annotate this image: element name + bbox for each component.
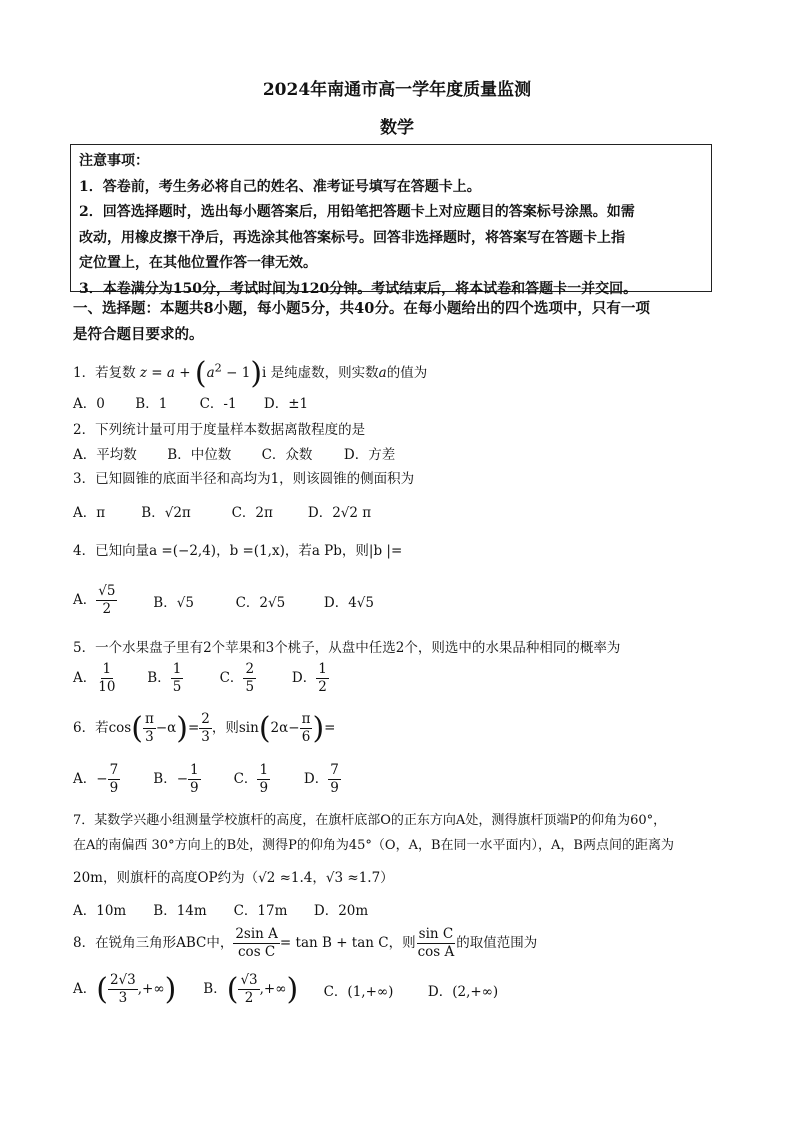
notice-item: 2．回答选择题时，选出每小题答案后，用铅笔把答题卡上对应题目的答案标号涂黑。如需	[79, 204, 635, 220]
notice-item: 3．本卷满分为150分，考试时间为120分钟。考试结束后，将本试卷和答题卡一并交回。	[79, 280, 638, 297]
question-5-stem: 5．一个水果盘子里有2个苹果和3个桃子，从盘中任选2个，则选中的水果品种相同的概率为	[73, 640, 621, 656]
question-6-options	[73, 762, 341, 797]
q4-option-a: A． $\frac{√5}{2}$	[73, 583, 116, 617]
q7-option-b: B．14m	[153, 903, 207, 919]
section-heading: 一、选择题：本题共8小题，每小题5分，共40分。在每小题给出的四个选项中，只有一项	[73, 300, 650, 317]
question-3-stem: 3．已知圆锥的底面半径和高均为1，则该圆锥的侧面积为	[73, 471, 415, 487]
q4-option-b: B．√5	[153, 594, 194, 611]
notice-item: 1．答卷前，考生务必将自己的姓名、准考证号填写在答题卡上。	[79, 178, 481, 195]
q2-option-b: B．中位数	[167, 447, 232, 463]
notice-item: 改动，用橡皮擦干净后，再选涂其他答案标号。回答非选择题时，将答案写在答题卡上指	[79, 229, 625, 246]
question-4-stem	[73, 539, 402, 559]
q4-sep: ，	[216, 543, 230, 559]
q8-option-c: C．(1,+∞)	[323, 983, 394, 1000]
q4-vector-a: a =(−2,4)	[149, 543, 217, 559]
q8-option-b: B．( $\frac{√3}{2}$ ,+∞)	[203, 972, 299, 1007]
q7-option-c: C．17m	[233, 903, 288, 919]
q4-text-c: ，则|	[341, 543, 374, 559]
q4-condition: a Pb	[311, 543, 342, 559]
exam-title: 2024年南通市高一学年度质量监测	[262, 80, 532, 100]
question-2-options	[73, 443, 395, 463]
q2-option-a: A．平均数	[73, 447, 137, 463]
question-7-line-1: 7．某数学兴趣小组测量学校旗杆的高度，在旗杆底部O的正东方向A处，测得旗杆顶端P的仰角为60°，	[73, 813, 667, 828]
q3-option-b: B．√2π	[141, 505, 191, 521]
q7-option-d: D．20m	[313, 903, 369, 919]
question-8-options	[73, 972, 498, 1007]
q6-option-c: C． $\frac{1}{9}$	[233, 762, 269, 796]
q8-option-a: A．( $\frac{2√3}{3}$ ,+∞)	[73, 972, 177, 1007]
question-1-stem: 1．若复数 $z = a + (a^2 - 1)i$ 是纯虚数，则实数a的值为	[73, 356, 428, 391]
notice-heading: 注意事项：	[79, 153, 149, 169]
notice-item: 定位置上，在其他位置作答一律无效。	[79, 255, 317, 271]
q4-end: b |=	[373, 543, 403, 559]
q1-option-b: B．1	[135, 396, 168, 412]
question-4-options	[73, 583, 374, 618]
q4-text-b: ，若	[284, 543, 312, 559]
question-3-options	[73, 501, 371, 521]
q6-option-d: D． $\frac{7}{9}$	[303, 762, 339, 796]
question-7-line-3: 20m，则旗杆的高度OP约为（√2 ≈1.4，√3 ≈1.7）	[73, 870, 394, 886]
question-1-options	[73, 392, 308, 412]
q3-option-d: D．2√2 π	[307, 505, 372, 521]
question-7-options	[73, 899, 368, 919]
question-2-stem: 2．下列统计量可用于度量样本数据离散程度的是	[73, 422, 366, 438]
q5-option-d: D． $\frac{1}{2}$	[291, 661, 327, 695]
q6-option-b: B．− $\frac{1}{9}$	[153, 762, 199, 796]
q1-option-c: C．-1	[199, 396, 237, 412]
q7-option-a: A．10m	[73, 903, 127, 919]
question-8-stem: 8．在锐角三角形ABC中， $\frac{\text{2sin A}}{\text{cos C}}$ = tan B + tan C，则 $\frac{\text{sin C}}{\text{cos A}}$ 的取值范围为	[73, 926, 538, 960]
q3-option-c: C．2π	[231, 505, 273, 521]
q4-vector-b: b =(1,x)	[229, 543, 285, 559]
q8-option-d: D．(2,+∞)	[427, 983, 499, 1000]
q1-formula: $z = a + (a^2 - 1)i$	[139, 356, 267, 391]
q1-text-b: 是纯虚数，则实数	[270, 365, 379, 381]
notice-box	[70, 144, 712, 297]
q5-option-a: A． $\frac{1}{10}$	[73, 661, 116, 695]
q4-option-d: D．4√5	[323, 594, 374, 611]
q6-option-a: A．− $\frac{7}{9}$	[73, 762, 119, 796]
q1-text-a: 1．若复数	[73, 365, 136, 381]
question-6-stem: 6．若cos( $\frac{\pi}{3}$ −α)= $\frac{2}{3}$ ，则sin(2α− $\frac{\pi}{6}$ )=	[73, 711, 336, 746]
q5-option-c: C． $\frac{2}{5}$	[219, 661, 255, 695]
question-7-line-2: 在A的南偏西 30°方向上的B处，测得P的仰角为45°（O，A，B在同一水平面内），A，B两点间的距离为	[73, 838, 674, 853]
q4-text-a: 4．已知向量	[73, 543, 150, 559]
q5-option-b: B． $\frac{1}{5}$	[147, 661, 182, 695]
q2-option-d: D．方差	[343, 447, 396, 463]
q4-option-c: C．2√5	[235, 594, 286, 611]
q3-option-a: A．π	[73, 505, 106, 521]
q1-text-c: 的值为	[386, 365, 428, 381]
subject-title: 数学	[380, 118, 414, 138]
q2-option-c: C．众数	[261, 447, 313, 463]
q1-option-a: A．0	[73, 396, 105, 412]
question-5-options	[73, 661, 329, 696]
section-heading-cont: 是符合题目要求的。	[73, 326, 204, 343]
q1-option-d: D．±1	[263, 396, 309, 412]
